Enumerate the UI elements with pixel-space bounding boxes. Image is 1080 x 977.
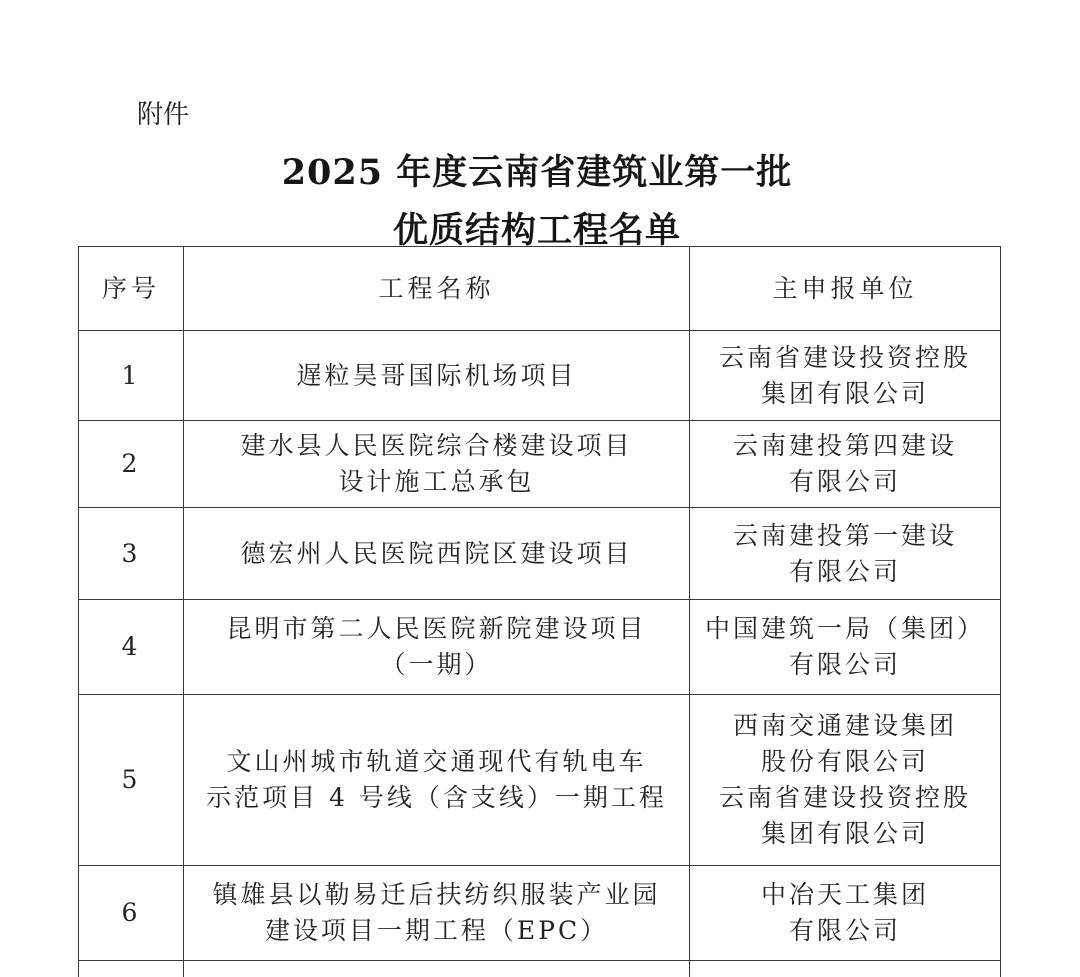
row-project-name: 建水县人民医院综合楼建设项目 设计施工总承包 bbox=[240, 431, 633, 496]
table-header-row bbox=[79, 247, 1000, 331]
table-row bbox=[79, 695, 1000, 866]
row-no: 3 bbox=[121, 538, 141, 568]
row-applicant-unit: 中冶天工集团 有限公司 bbox=[760, 880, 929, 945]
row-project-name: 文山州城市轨道交通现代有轨电车 示范项目 4 号线（含支线）一期工程 bbox=[206, 747, 667, 812]
table-row bbox=[79, 866, 1000, 961]
row-applicant-unit: 西南交通建设集团 股份有限公司 云南省建设投资控股 集团有限公司 bbox=[718, 711, 971, 848]
table-row bbox=[79, 331, 1000, 421]
row-no: 5 bbox=[121, 765, 141, 794]
row-applicant-unit: 云南建投第一建设 有限公司 bbox=[732, 520, 957, 586]
row-no: 1 bbox=[121, 360, 141, 390]
row-no: 2 bbox=[121, 449, 141, 478]
row-project-name: 德宏州人民医院西院区建设项目 bbox=[240, 538, 633, 568]
document-title-line-1: 2025 年度云南省建筑业第一批 bbox=[281, 152, 793, 193]
row-project-name: 遅粒昊哥国际机场项目 bbox=[296, 360, 577, 390]
header-applicant-unit: 主申报单位 bbox=[772, 273, 918, 303]
project-table bbox=[78, 246, 1001, 977]
row-project-name: 昆明市第二人民医院新院建设项目 （一期） bbox=[226, 614, 647, 679]
table-row bbox=[79, 421, 1000, 508]
header-no: 序号 bbox=[101, 273, 160, 303]
row-no: 6 bbox=[121, 898, 141, 927]
document-title-line-2: 优质结构工程名单 bbox=[392, 210, 681, 251]
row-no: 4 bbox=[121, 632, 141, 661]
row-applicant-unit: 云南建投第四建设 有限公司 bbox=[732, 431, 957, 496]
row-applicant-unit: 云南省建设投资控股 集团有限公司 bbox=[718, 342, 971, 408]
table-row bbox=[79, 600, 1000, 695]
attachment-label: 附件 bbox=[137, 100, 190, 130]
row-project-name: 镇雄县以勒易迁后扶纺织服装产业园 建设项目一期工程（EPC） bbox=[212, 880, 661, 945]
table-row bbox=[79, 508, 1000, 600]
row-applicant-unit: 中国建筑一局（集团） 有限公司 bbox=[704, 614, 985, 679]
header-project-name: 工程名称 bbox=[378, 273, 495, 303]
